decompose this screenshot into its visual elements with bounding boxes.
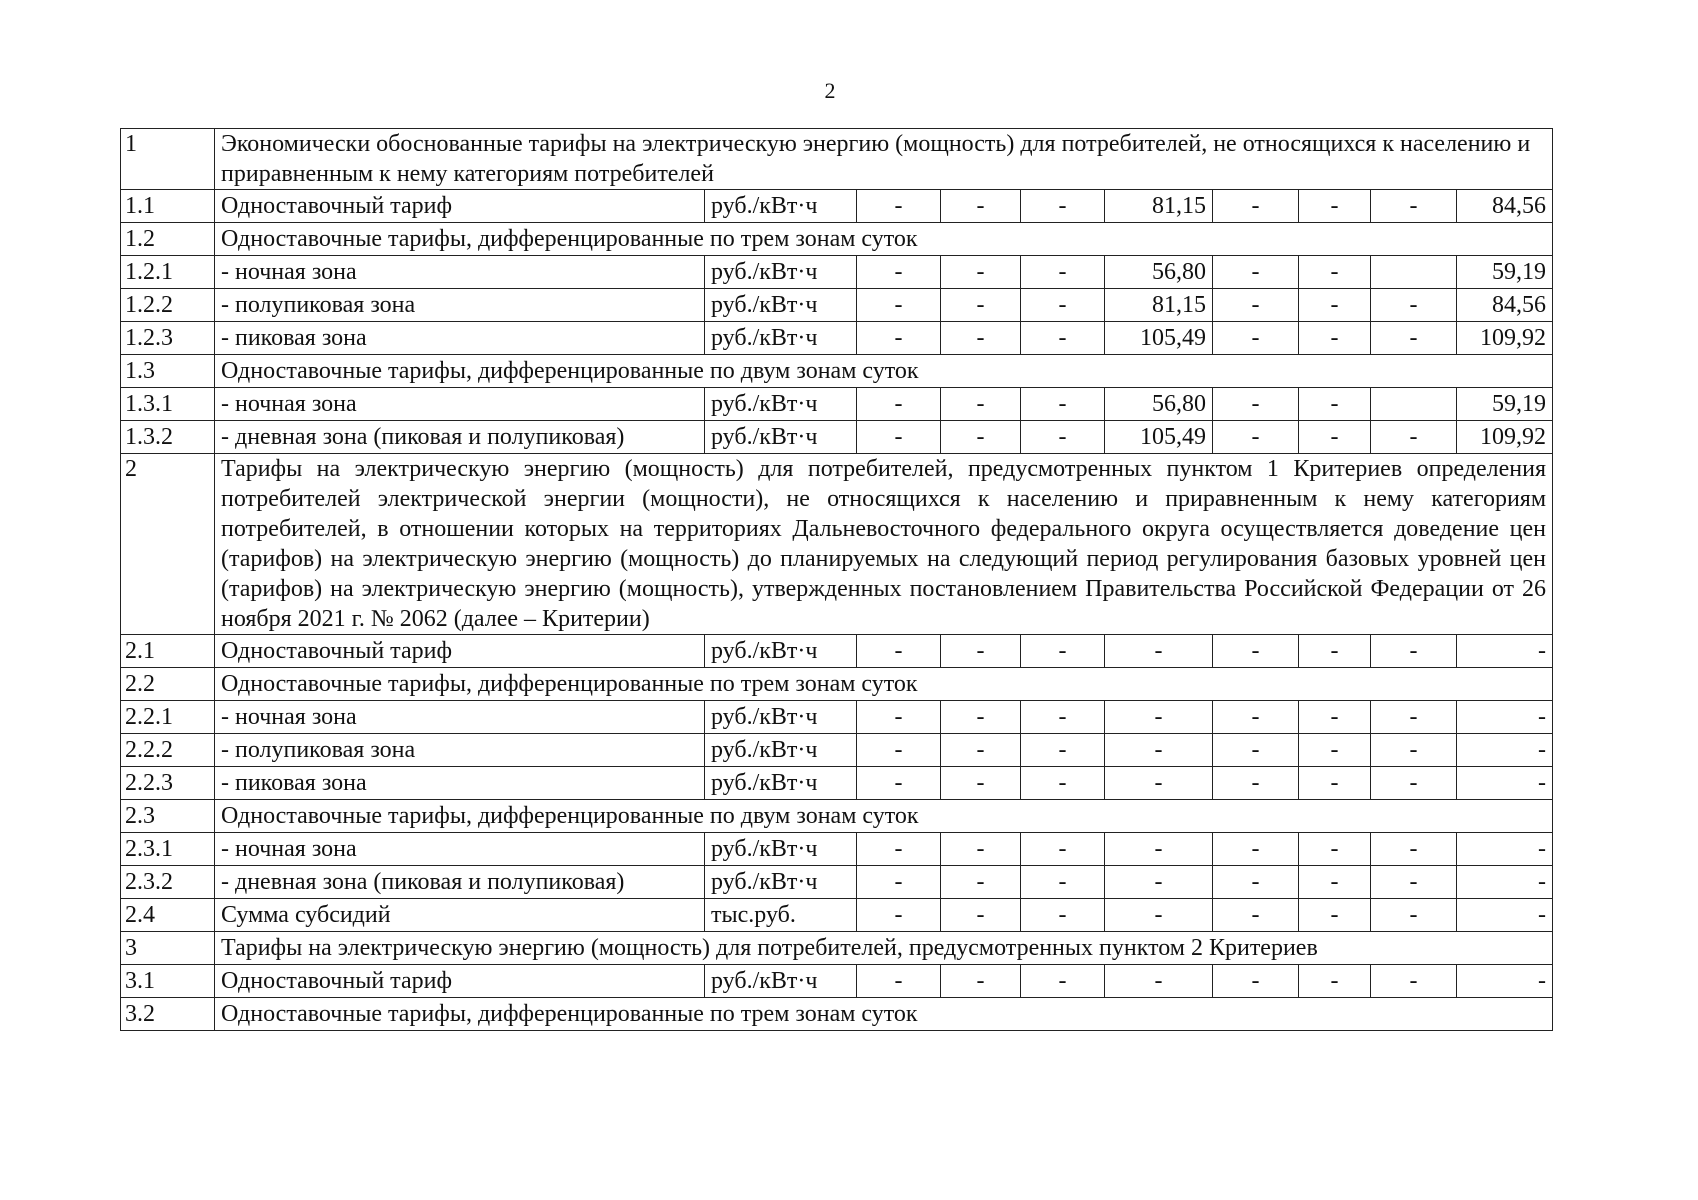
value-cell: - [1105,965,1213,998]
value-cell: - [1371,866,1457,899]
section-row [121,668,1553,701]
value-cell: 105,49 [1105,322,1213,355]
value-cell: - [1371,701,1457,734]
value-cell: - [941,734,1021,767]
row-unit: руб./кВт·ч [705,256,857,289]
row-unit: руб./кВт·ч [705,866,857,899]
value-cell: - [857,322,941,355]
value-cell: - [1021,190,1105,223]
value-cell: - [1457,866,1553,899]
value-cell: - [1299,899,1371,932]
row-unit: руб./кВт·ч [705,965,857,998]
row-number: 1.1 [121,190,215,223]
value-cell: - [1213,767,1299,800]
value-cell: - [1299,388,1371,421]
row-name: - дневная зона (пиковая и полупиковая) [215,421,705,454]
value-cell: - [941,701,1021,734]
section-row [121,454,1553,635]
row-unit: руб./кВт·ч [705,289,857,322]
value-cell: - [1213,256,1299,289]
value-cell: - [941,767,1021,800]
value-cell: - [1371,289,1457,322]
value-cell: - [1021,322,1105,355]
value-cell: 84,56 [1457,190,1553,223]
row-name: Сумма субсидий [215,899,705,932]
section-title: Одноставочные тарифы, дифференцированные по трем зонам суток [215,998,1553,1031]
value-cell: - [941,899,1021,932]
value-cell: - [1371,190,1457,223]
row-name: - дневная зона (пиковая и полупиковая) [215,866,705,899]
value-cell: - [1021,833,1105,866]
table-row [121,866,1553,899]
value-cell [1371,256,1457,289]
section-row [121,129,1553,190]
value-cell: 81,15 [1105,190,1213,223]
row-number: 3.2 [121,998,215,1031]
section-title: Тарифы на электрическую энергию (мощность) для потребителей, предусмотренных пунктом 1 Критериев определения потребителей электрической энергии (мощности), не относящихся к населению и приравненным к нему категориям потребителей, в отношении которых на территориях Дальневосточного федерального округа осуществляется доведение цен (тарифов) на электрическую энергию (мощность) до планируемых на следующий период регулирования базовых уровней цен (тарифов) на электрическую энергию (мощность), утвержденных постановлением Правительства Российской Федерации от 26 ноября 2021 г. № 2062 (далее – Критерии) [215,454,1553,635]
value-cell: - [1457,734,1553,767]
value-cell: - [1021,388,1105,421]
row-unit: руб./кВт·ч [705,388,857,421]
value-cell: - [1213,701,1299,734]
row-number: 1.2.2 [121,289,215,322]
value-cell: 56,80 [1105,256,1213,289]
value-cell: - [1213,190,1299,223]
section-title: Одноставочные тарифы, дифференцированные по трем зонам суток [215,668,1553,701]
value-cell: - [1021,767,1105,800]
value-cell: - [941,421,1021,454]
value-cell: - [1213,899,1299,932]
value-cell: 109,92 [1457,322,1553,355]
value-cell: - [1021,289,1105,322]
value-cell: - [857,190,941,223]
value-cell: - [1213,289,1299,322]
value-cell: - [1105,833,1213,866]
value-cell: - [1299,833,1371,866]
value-cell: - [1105,866,1213,899]
value-cell: 59,19 [1457,388,1553,421]
row-number: 2.2.1 [121,701,215,734]
table-row [121,190,1553,223]
value-cell: - [941,256,1021,289]
value-cell: - [857,635,941,668]
value-cell: - [1021,635,1105,668]
table-row [121,256,1553,289]
value-cell: - [941,190,1021,223]
row-number: 3.1 [121,965,215,998]
value-cell: - [1021,899,1105,932]
row-unit: тыс.руб. [705,899,857,932]
row-unit: руб./кВт·ч [705,734,857,767]
table-row [121,322,1553,355]
value-cell: - [1021,866,1105,899]
value-cell: - [1213,833,1299,866]
value-cell: - [1021,256,1105,289]
value-cell: 59,19 [1457,256,1553,289]
value-cell: - [857,701,941,734]
row-number: 2.3 [121,800,215,833]
row-name: - ночная зона [215,256,705,289]
row-number: 1.2.3 [121,322,215,355]
table-row [121,767,1553,800]
value-cell: - [857,833,941,866]
value-cell: - [1371,734,1457,767]
value-cell: - [857,965,941,998]
value-cell: - [1371,833,1457,866]
table-row [121,289,1553,322]
value-cell: - [941,289,1021,322]
value-cell: 84,56 [1457,289,1553,322]
value-cell: - [1371,421,1457,454]
value-cell: - [1105,767,1213,800]
row-unit: руб./кВт·ч [705,701,857,734]
value-cell: - [1299,190,1371,223]
value-cell: - [1457,701,1553,734]
row-name: - ночная зона [215,833,705,866]
value-cell: - [1213,866,1299,899]
value-cell: - [1021,734,1105,767]
value-cell: - [1021,965,1105,998]
value-cell: - [1457,635,1553,668]
section-row [121,932,1553,965]
value-cell: - [1299,256,1371,289]
row-number: 3 [121,932,215,965]
value-cell: - [1457,899,1553,932]
section-title: Тарифы на электрическую энергию (мощность) для потребителей, предусмотренных пунктом 2 Критериев [215,932,1553,965]
section-title: Экономически обоснованные тарифы на электрическую энергию (мощность) для потребителей, не относящихся к населению и приравненным к нему категориям потребителей [215,129,1553,190]
row-unit: руб./кВт·ч [705,767,857,800]
value-cell: - [1371,965,1457,998]
table-row [121,899,1553,932]
row-unit: руб./кВт·ч [705,322,857,355]
value-cell: - [1299,322,1371,355]
table-row [121,965,1553,998]
row-unit: руб./кВт·ч [705,421,857,454]
value-cell: - [857,734,941,767]
value-cell: - [1371,635,1457,668]
value-cell: - [1213,734,1299,767]
row-number: 2.3.1 [121,833,215,866]
value-cell: - [1213,635,1299,668]
value-cell: - [857,899,941,932]
value-cell: - [941,635,1021,668]
value-cell: - [1213,322,1299,355]
section-row [121,800,1553,833]
section-row [121,223,1553,256]
row-number: 1.3.2 [121,421,215,454]
value-cell: - [1457,965,1553,998]
value-cell: - [1213,388,1299,421]
row-unit: руб./кВт·ч [705,190,857,223]
value-cell: - [1105,734,1213,767]
value-cell: - [1299,701,1371,734]
row-name: - полупиковая зона [215,289,705,322]
row-number: 2.2 [121,668,215,701]
row-number: 2.1 [121,635,215,668]
value-cell: - [941,388,1021,421]
table-row [121,421,1553,454]
value-cell: - [1105,899,1213,932]
value-cell: - [857,256,941,289]
value-cell: 81,15 [1105,289,1213,322]
row-number: 1.2.1 [121,256,215,289]
row-unit: руб./кВт·ч [705,833,857,866]
value-cell: - [1213,421,1299,454]
row-number: 1 [121,129,215,190]
value-cell: - [1299,965,1371,998]
value-cell: - [1021,421,1105,454]
value-cell: 56,80 [1105,388,1213,421]
value-cell: 109,92 [1457,421,1553,454]
page-number: 2 [824,78,836,103]
value-cell: - [1457,833,1553,866]
value-cell: - [857,866,941,899]
section-row [121,998,1553,1031]
table-row [121,734,1553,767]
value-cell: - [1299,866,1371,899]
value-cell [1371,388,1457,421]
value-cell: - [1299,289,1371,322]
value-cell: - [857,767,941,800]
value-cell: - [941,833,1021,866]
value-cell: - [1299,734,1371,767]
value-cell: - [1371,899,1457,932]
value-cell: - [857,289,941,322]
value-cell: - [941,866,1021,899]
value-cell: - [1021,701,1105,734]
section-row [121,355,1553,388]
value-cell: - [1105,635,1213,668]
value-cell: - [1299,421,1371,454]
row-number: 2.4 [121,899,215,932]
section-title: Одноставочные тарифы, дифференцированные по двум зонам суток [215,355,1553,388]
row-name: Одноставочный тариф [215,965,705,998]
value-cell: - [1105,701,1213,734]
row-name: - ночная зона [215,388,705,421]
row-number: 1.3.1 [121,388,215,421]
section-title: Одноставочные тарифы, дифференцированные по двум зонам суток [215,800,1553,833]
table-row [121,388,1553,421]
row-number: 2 [121,454,215,635]
row-number: 2.2.3 [121,767,215,800]
tariff-table [120,128,1553,1031]
value-cell: - [1371,322,1457,355]
value-cell: - [1213,965,1299,998]
table-row [121,701,1553,734]
value-cell: - [941,322,1021,355]
value-cell: - [1299,767,1371,800]
row-name: Одноставочный тариф [215,635,705,668]
value-cell: - [1299,635,1371,668]
row-number: 1.3 [121,355,215,388]
value-cell: - [857,388,941,421]
row-name: - ночная зона [215,701,705,734]
row-name: - пиковая зона [215,767,705,800]
value-cell: 105,49 [1105,421,1213,454]
row-name: - полупиковая зона [215,734,705,767]
value-cell: - [941,965,1021,998]
value-cell: - [857,421,941,454]
value-cell: - [1371,767,1457,800]
row-unit: руб./кВт·ч [705,635,857,668]
table-row [121,833,1553,866]
row-name: Одноставочный тариф [215,190,705,223]
row-number: 2.3.2 [121,866,215,899]
row-name: - пиковая зона [215,322,705,355]
row-number: 2.2.2 [121,734,215,767]
row-number: 1.2 [121,223,215,256]
table-row [121,635,1553,668]
value-cell: - [1457,767,1553,800]
section-title: Одноставочные тарифы, дифференцированные по трем зонам суток [215,223,1553,256]
